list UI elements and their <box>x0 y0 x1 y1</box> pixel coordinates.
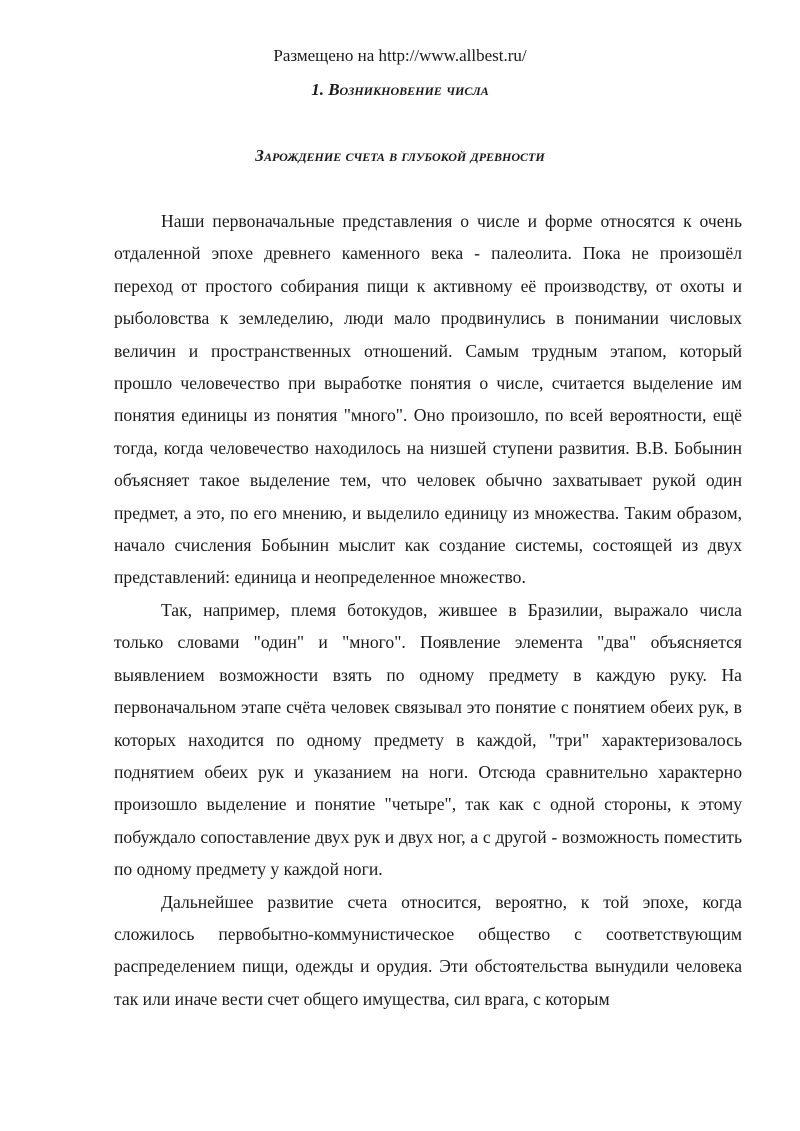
section-title: Зарождение счета в глубокой древности <box>255 146 545 165</box>
source-header: Размещено на http://www.allbest.ru/ <box>273 46 527 65</box>
paragraph-3: Дальнейшее развитие счета относится, вероятно, к той эпохе, когда сложилось первобытно-коммунистическое общество с соответствующим распределением пищи, одежды и орудия. Эти обстоятельства вынудили человека так или иначе вести счет общего имущества, сил врага, с которым <box>114 891 742 1009</box>
paragraph-1: Наши первоначальные представления о числе и форме относятся к очень отдаленной эпохе древнего каменного века - палеолита. Пока не произошёл переход от простого собирания пищи к активному её производству, от охоты и рыболовства к земледелию, люди мало продвинулись в понимании числовых величин и пространственных отношений. Самым трудным этапом, который прошло человечество при выработке понятия о числе, считается выделение им понятия единицы из понятия "много". Оно произошло, по всей вероятности, ещё тогда, когда человечество находилось на низшей ступени развития. В.В. Бобынин объясняет такое выделение тем, что человек обычно захватывает рукой один предмет, а это, по его мнению, и выделило единицу из множества. Таким образом, начало счисления Бобынин мыслит как создание системы, состоящей из двух представлений: единица и неопределенное множество. <box>114 211 742 588</box>
body-text <box>114 205 742 1015</box>
paragraph-2: Так, например, племя ботокудов, жившее в Бразилии, выражало числа только словами "один" и "много". Появление элемента "два" объясняется выявлением возможности взять по одному предмету в каждую руку. На первоначальном этапе счёта человек связывал это понятие с понятием обеих рук, в которых находится по одному предмету в каждой, "три" характеризовалось поднятием обеих рук и указанием на ноги. Отсюда сравнительно характерно произошло выделение и понятие "четыре", так как с одной стороны, к этому побуждало сопоставление двух рук и двух ног, а с другой - возможность поместить по одному предмету у каждой ноги. <box>114 599 742 880</box>
chapter-title: 1. Возникновение числа <box>311 80 489 99</box>
